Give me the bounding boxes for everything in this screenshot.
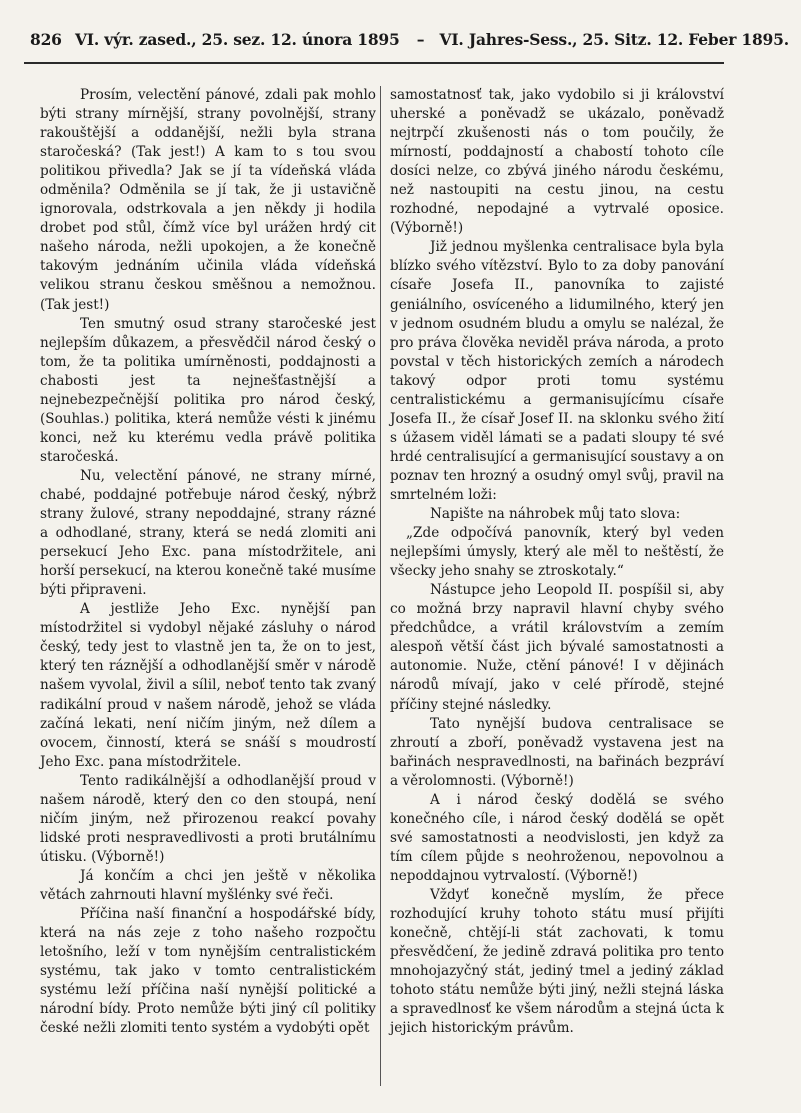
right-column	[390, 86, 724, 1038]
paragraph: A jestliže Jeho Exc. nynější pan místodržitel si vydobyl nějaké zásluhy o národ český, tedy jest to vlastně jen ta, že on to jest, který ten ráznější a odhodlanější směr v národě našem vyvolal, živil a sílil, neboť tento tak zvaný radikální proud v našem národě, jehož se vláda začíná lekati, není ničím jiným, než dílem a ovocem, činností, která se snáší s moudrostí Jeho Exc. pana místodržitele.	[40, 601, 376, 770]
paragraph: Ten smutný osud strany staročeské jest nejlepším důkazem, a přesvědčil národ český o tom, že ta politika umírněnosti, poddajnosti a chabosti jest ta nejnešťastnější a nejnebezpečnější politika pro národ český, (Souhlas.) politika, která nemůže vésti k jinému konci, než ku kterému vedla právě politika staročeská.	[40, 315, 376, 465]
paragraph: Tento radikálnější a odhodlanější proud v našem národě, který den co den stoupá, není ničím jiným, než přirozenou reakcí povahy lidské proti nespravedlivosti a proti brutálnímu útisku. (Výborně!)	[40, 772, 376, 865]
column-divider	[380, 86, 381, 1086]
header-separator: –	[416, 30, 425, 49]
paragraph: Tato nynější budova centralisace se zhroutí a zboří, poněvadž vystavena jest na bařinách nespravedlnosti, na bařinách bezpráví a věrolomnosti. (Výborně!)	[390, 715, 724, 789]
page-number: 826	[30, 30, 62, 49]
left-column	[40, 86, 376, 1038]
epitaph-quote: „Zde odpočívá panovník, který byl veden nejlepšími úmysly, který ale měl to neštěstí, že všecky jeho snahy se ztroskotaly.“	[390, 525, 724, 580]
paragraph: Nu, velectění pánové, ne strany mírné, chabé, poddajné potřebuje národ český, nýbrž strany žulové, strany nepoddajné, strany rázné a odhodlané, strany, která se nedá zlomiti ani persekucí Jeho Exc. pana místodržitele, ani horší persekucí, na kterou konečně také musíme býti připraveni.	[40, 467, 376, 599]
paragraph: Již jednou myšlenka centralisace byla byla blízko svého vítězství. Bylo to za doby panování císaře Josefa II., panovníka to zajisté geniálního, osvíceného a lidumilného, který jen v jednom osudném bludu a omylu se nalézal, že pro práva člověka neviděl práva národa, a proto povstal v těch historických zemích a národech takový odpor proti tomu systému centralistickému a germanisujícímu císaře Josefa II., že císař Josef II. na sklonku svého žití s úžasem viděl lámati se a padati sloupy té své hrdé centralisující a germanisující soustavy a on poznav ten hrozný a osudný omyl svůj, pravil na smrtelném loži:	[390, 239, 724, 503]
paragraph: Příčina naší finanční a hospodářské bídy, která na nás zeje z toho našeho rozpočtu letošního, leží v tom nynějším centralistickém systému, tak jako v tomto centralistickém systému leží příčina naší nynější politické a národní bídy. Proto nemůže býti jiný cíl politiky české nežli zlomiti tento systém a vydobýti opět	[40, 906, 376, 1037]
czech-session-info: VI. výr. zased., 25. sez. 12. února 1895	[74, 30, 400, 49]
paragraph: Napište na náhrobek můj tato slova:	[430, 506, 681, 523]
paragraph: Já končím a chci jen ještě v několika větách zahrnouti hlavní myšlénky své řeči.	[40, 867, 376, 903]
paragraph: A i národ český dodělá se svého konečného cíle, i národ český dodělá se opět své samostatnosti a neodvislosti, jen když za tím cílem půjde s neohroženou, nepovolnou a nepoddajnou vytrvalostí. (Výborně!)	[390, 791, 724, 884]
header-rule	[24, 62, 724, 64]
page-header	[30, 30, 789, 49]
paragraph: Nástupce jeho Leopold II. pospíšil si, aby co možná brzy napravil hlavní chyby svého předchůdce, a vrátil královstvím a zemím alespoň větší část jich bývalé samostatnosti a autonomie. Nuže, ctění pánové! I v dějinách národů mívají, jako v celé přírodě, stejné příčiny stejné následky.	[390, 582, 724, 713]
paragraph: Prosím, velectění pánové, zdali pak mohlo býti strany mírnější, strany povolnější, strany rakouštější a oddanější, nežli byla strana staročeská? (Tak jest!) A kam to s tou svou politikou přivedla? Jak se jí ta vídeňská vláda odměnila? Odměnila se jí tak, že ji ustavičně ignorovala, odstrkovala a jen někdy ji hodila drobet pod stůl, čímž více byl urážen hrdý cit našeho národa, nežli upokojen, a že konečně takovým jednáním učinila vláda vídeňská velikou stranu českou směšnou a nemožnou. (Tak jest!)	[40, 87, 376, 313]
paragraph: Vždyť konečně myslím, že přece rozhodující kruhy tohoto státu musí přijíti konečně, chtějí-li stát zachovati, k tomu přesvědčení, že jedině zdravá politika pro tento mnohojazyčný stát, jediný tmel a jediný základ tohoto státu nemůže býti jiný, nežli stejná láska a spravedlnosť ke všem národům a stejná úcta k jejich historickým právům.	[390, 886, 724, 1037]
paragraph: samostatnosť tak, jako vydobilo si ji království uherské a poněvadž se ukázalo, poněvadž nejtrpčí zkušenosti nás o tom poučily, že mírností, poddajností a chabostí tohoto cíle dosíci nelze, co zbývá jiného národu českému, než nastoupiti na cestu jinou, na cestu rozhodné, nepodajné a vytrvalé oposice. (Výborně!)	[390, 87, 724, 237]
german-session-info: VI. Jahres-Sess., 25. Sitz. 12. Feber 1895.	[439, 30, 789, 49]
